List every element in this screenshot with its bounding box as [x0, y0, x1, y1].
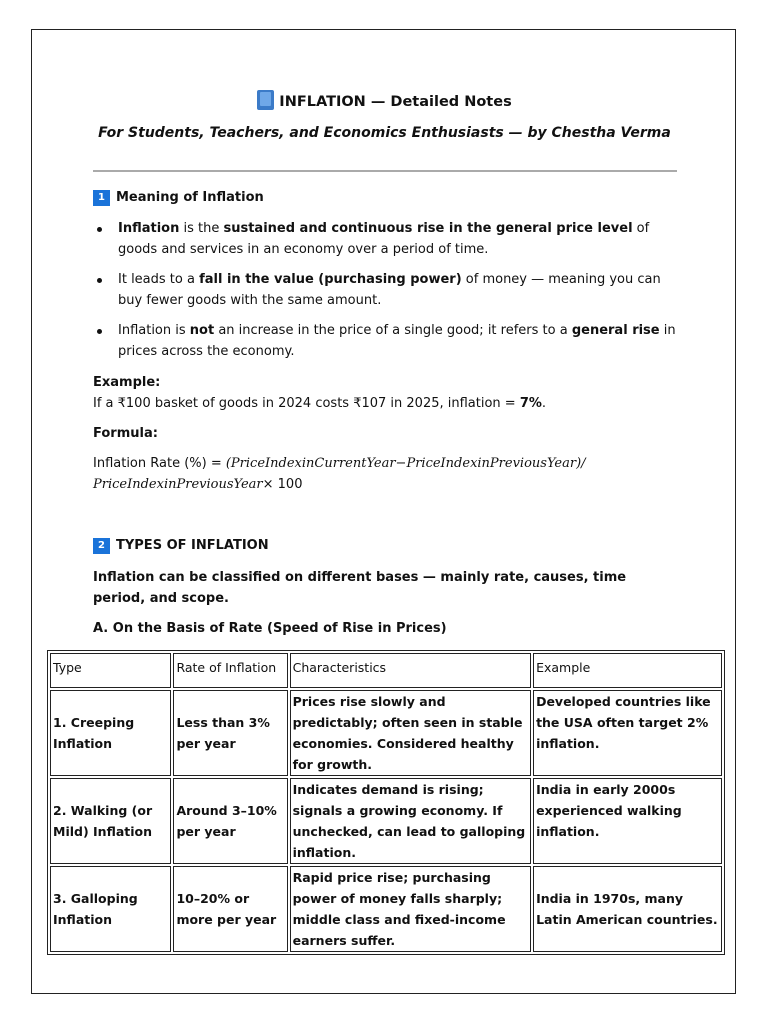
list-item: Inflation is not an increase in the price of a single good; it refers to a general rise in prices across the economy. [118, 321, 678, 362]
document-subtitle: For Students, Teachers, and Economics Enthusiasts — by Chestha Verma [98, 125, 671, 141]
meaning-bullet-list [118, 219, 678, 372]
example-text: If a ₹100 basket of goods in 2024 costs ₹107 in 2025, inflation = [93, 395, 520, 411]
cell-example: Developed countries like the USA often target 2% inflation. [533, 690, 722, 776]
header-rate: Rate of Inflation [173, 653, 287, 688]
cell-type: 1. Creeping Inflation [50, 690, 171, 776]
list-item: Inflation is the sustained and continuous rise in the general price level of goods and services in an economy over a period of time. [118, 219, 678, 260]
number-1-icon: 1 [93, 190, 110, 206]
cell-characteristics: Prices rise slowly and predictably; often seen in stable economies. Considered healthy for growth. [290, 690, 531, 776]
section-2-subheading: A. On the Basis of Rate (Speed of Rise in Prices) [93, 621, 447, 636]
cell-example: India in 1970s, many Latin American countries. [533, 866, 722, 952]
example-label: Example: [93, 375, 161, 390]
header-example: Example [533, 653, 722, 688]
section-2-intro: Inflation can be classified on different bases — mainly rate, causes, time period, and scope. [93, 570, 627, 606]
book-icon [257, 90, 274, 110]
table-header-row [50, 653, 722, 688]
section-2-heading: 2 TYPES OF INFLATION [93, 538, 269, 554]
header-type: Type [50, 653, 171, 688]
divider [93, 170, 677, 172]
section-1-heading: 1 Meaning of Inflation [93, 190, 264, 206]
cell-rate: Less than 3% per year [173, 690, 287, 776]
list-item: It leads to a fall in the value (purchasing power) of money — meaning you can buy fewer goods with the same amount. [118, 270, 678, 311]
example-block: Example: If a ₹100 basket of goods in 2024 costs ₹107 in 2025, inflation = 7%. [93, 375, 547, 411]
cell-characteristics: Indicates demand is rising; signals a growing economy. If unchecked, can lead to galloping inflation. [290, 778, 531, 864]
formula: Inflation Rate (%) = (PriceIndexinCurrentYear−PriceIndexinPreviousYear)/ PriceIndexinPreviousYear× 100 [93, 456, 586, 492]
cell-example: India in early 2000s experienced walking inflation. [533, 778, 722, 864]
cell-characteristics: Rapid price rise; purchasing power of money falls sharply; middle class and fixed-income earners suffer. [290, 866, 531, 952]
table-row [50, 866, 722, 952]
cell-type: 3. Galloping Inflation [50, 866, 171, 952]
formula-label: Formula: [93, 426, 158, 441]
cell-type: 2. Walking (or Mild) Inflation [50, 778, 171, 864]
inflation-rate-table [47, 650, 725, 955]
table-row [50, 778, 722, 864]
example-value: 7% [519, 395, 542, 411]
cell-rate: 10–20% or more per year [173, 866, 287, 952]
header-characteristics: Characteristics [290, 653, 531, 688]
document-title: INFLATION — Detailed Notes [32, 90, 737, 110]
document-page [31, 29, 736, 994]
cell-rate: Around 3–10% per year [173, 778, 287, 864]
table-row [50, 690, 722, 776]
number-2-icon: 2 [93, 538, 110, 554]
